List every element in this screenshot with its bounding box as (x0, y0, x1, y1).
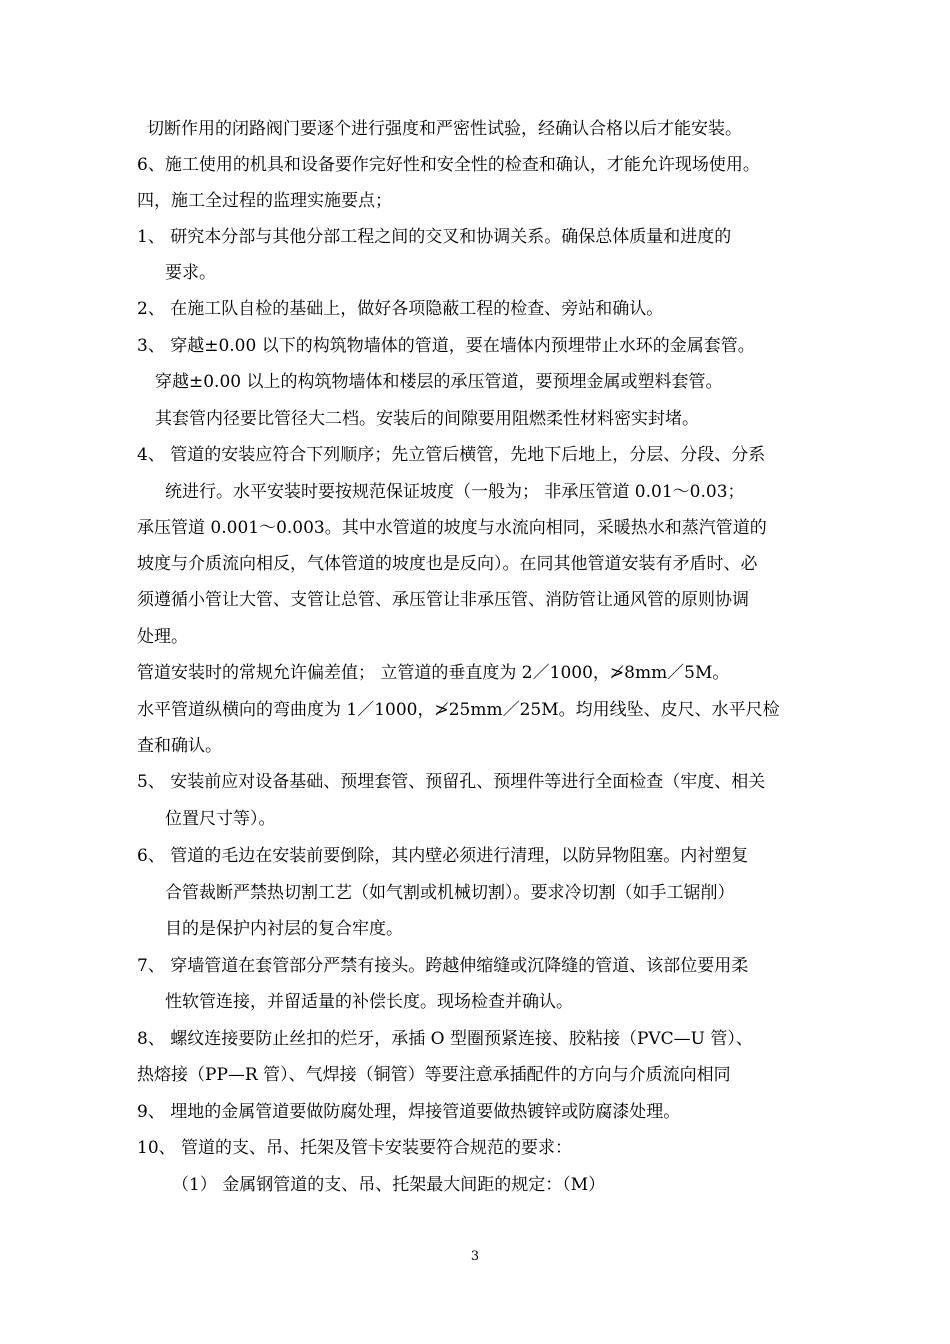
text-line: 其套管内径要比管径大二档。安装后的间隙要用阻燃柔性材料密实封堵。 (155, 409, 699, 429)
list-item: 7、 穿墙管道在套管部分严禁有接头。跨越伸缩缝或沉降缝的管道、该部位要用柔 (137, 956, 749, 976)
list-item: 5、 安装前应对设备基础、预埋套管、预留孔、预埋件等进行全面检查（牢度、相关 (137, 772, 766, 792)
list-item: 8、 螺纹连接要防止丝扣的烂牙，承插 O 型圈预紧连接、胶粘接（PVC—U 管）、 (137, 1029, 753, 1049)
text-line: 6、施工使用的机具和设备要作完好性和安全性的检查和确认，才能允许现场使用。 (137, 155, 760, 175)
text-line: 查和确认。 (137, 736, 222, 756)
page-number: 3 (470, 1249, 480, 1264)
list-item: 10、 管道的支、吊、托架及管卡安装要符合规范的要求： (137, 1138, 573, 1158)
text-line: 热熔接（PP—R 管）、气焊接（铜管）等要注意承插配件的方向与介质流向相同 (137, 1065, 731, 1085)
text-line: 性软管连接，并留适量的补偿长度。现场检查并确认。 (165, 992, 573, 1012)
list-item: 2、 在施工队自检的基础上，做好各项隐蔽工程的检查、旁站和确认。 (137, 299, 664, 319)
text-line: 位置尺寸等）。 (165, 809, 276, 829)
text-line: 承压管道 0.001～0.003。其中水管道的坡度与水流向相同，采暖热水和蒸汽管道的 (137, 518, 767, 538)
text-line: 须遵循小管让大管、支管让总管、承压管让非承压管、消防管让通风管的原则协调 (137, 590, 749, 610)
list-item: 4、 管道的安装应符合下列顺序；先立管后横管，先地下后地上，分层、分段、分系 (137, 445, 766, 465)
text-line: 切断作用的闭路阀门要逐个进行强度和严密性试验，经确认合格以后才能安装。 (147, 119, 742, 139)
list-item: 1、 研究本分部与其他分部工程之间的交叉和协调关系。确保总体质量和进度的 (137, 227, 732, 247)
text-line: 目的是保护内衬层的复合牢度。 (165, 919, 403, 939)
text-line: 坡度与介质流向相反，气体管道的坡度也是反向）。在同其他管道安装有矛盾时、必 (137, 554, 758, 574)
text-line: 要求。 (165, 263, 216, 283)
text-line: 管道安装时的常规允许偏差值； 立管道的垂直度为 2／1000，≯8mm／5M。 (137, 663, 730, 683)
text-line: 穿越±0.00 以上的构筑物墙体和楼层的承压管道，要预埋金属或塑料套管。 (155, 372, 723, 392)
list-item: 9、 埋地的金属管道要做防腐处理，焊接管道要做热镀锌或防腐漆处理。 (137, 1102, 681, 1122)
section-heading: 四，施工全过程的监理实施要点； (137, 191, 392, 211)
list-item: 6、 管道的毛边在安装前要倒除，其内壁必须进行清理，以防异物阻塞。内衬塑复 (137, 846, 749, 866)
text-line: 处理。 (137, 627, 188, 647)
text-line: 水平管道纵横向的弯曲度为 1／1000，≯25mm／25M。均用线坠、皮尺、水平尺检 (137, 700, 780, 720)
list-item: 3、 穿越±0.00 以下的构筑物墙体的管道，要在墙体内预埋带止水环的金属套管。 (137, 336, 755, 356)
text-line: 合管裁断严禁热切割工艺（如气割或机械切割）。要求冷切割（如手工锯削） (165, 883, 735, 903)
sub-list-item: （1） 金属钢管道的支、吊、托架最大间距的规定：（M） (172, 1175, 606, 1195)
text-line: 统进行。水平安装时要按规范保证坡度（一般为； 非承压管道 0.01～0.03； (165, 482, 745, 502)
